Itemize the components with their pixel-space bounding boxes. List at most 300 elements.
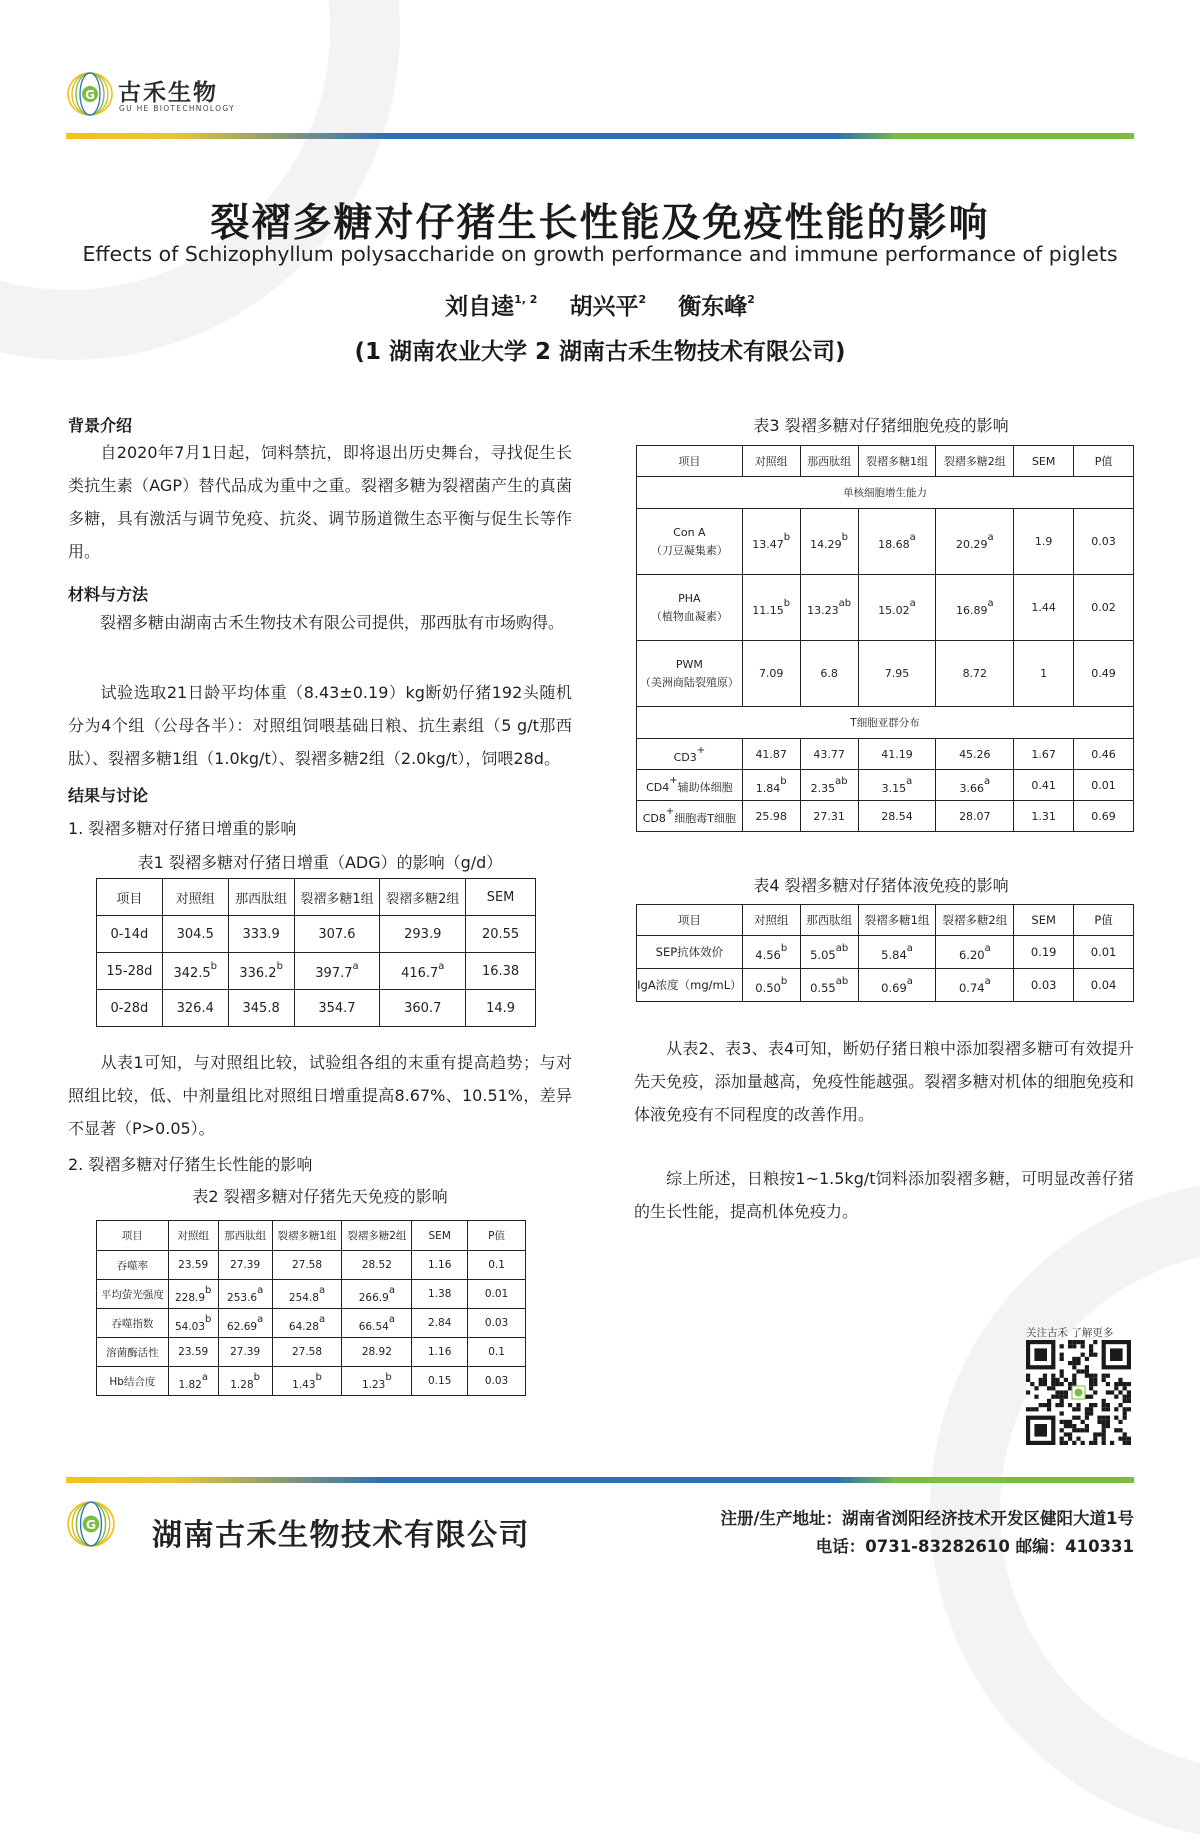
significance-mark: b (780, 775, 787, 787)
cell-value: IgA浓度（mg/mL） (637, 978, 742, 992)
table-row (637, 770, 1134, 801)
table-cell (1014, 801, 1074, 832)
brand-name-en: GU HE BIOTECHNOLOGY (119, 104, 235, 113)
conclusion-paragraph: 综上所述，日粮按1~1.5kg/t饲料添加裂褶多糖，可明显改善仔猪的生长性能，提高机体免疫力。 (634, 1169, 1134, 1221)
column-header: 对照组 (168, 1221, 218, 1251)
cell-value: 28.54 (881, 809, 913, 823)
table-cell (742, 641, 800, 707)
author-list (0, 288, 1200, 321)
significance-mark: b (315, 1371, 322, 1383)
cell-value: 0.1 (488, 1346, 505, 1358)
significance-mark: + (696, 744, 706, 756)
cell-value: 平均萤光强度 (100, 1288, 164, 1301)
table-cell (228, 916, 294, 953)
table-row (637, 739, 1134, 770)
significance-mark: a (987, 532, 994, 543)
cell-value: 1.16 (428, 1259, 452, 1271)
significance-mark: b (205, 1284, 212, 1296)
table-cell (272, 1309, 342, 1338)
cell-value: 吞噬率 (116, 1259, 149, 1272)
table-cell (466, 916, 536, 953)
cell-value: 0.69 (881, 980, 907, 995)
column-header: 裂褶多糖1组 (858, 446, 936, 477)
table-cell (342, 1251, 412, 1280)
table-row (97, 953, 536, 990)
table-cell (858, 641, 936, 707)
table-cell (342, 1367, 412, 1396)
table-cell (936, 936, 1014, 969)
table2-caption: 表2 裂褶多糖对仔猪先天免疫的影响 (192, 1187, 448, 1206)
table4-caption: 表4 裂褶多糖对仔猪体液免疫的影响 (753, 876, 1009, 895)
significance-mark: b (783, 598, 791, 609)
significance-mark: a (909, 598, 916, 609)
cell-suffix: 细胞毒T细胞 (674, 812, 736, 825)
table-cell (342, 1280, 412, 1309)
cell-value: 6.8 (820, 667, 838, 680)
cell-label: PHA (678, 591, 701, 605)
table-cell (97, 916, 163, 953)
cell-value: 254.8 (288, 1291, 319, 1304)
table4 (636, 904, 1134, 1002)
table-cell (468, 1338, 526, 1367)
column-header: P值 (1074, 905, 1134, 936)
column-header: 裂褶多糖1组 (858, 905, 936, 936)
table-cell (1014, 575, 1074, 641)
cell-value: 11.15 (752, 604, 784, 617)
footer-color-stripe (66, 1477, 1134, 1483)
affiliation: (1 湖南农业大学 2 湖南古禾生物技术有限公司) (354, 339, 846, 365)
methods-paragraph-2: 试验选取21日龄平均体重（8.43±0.19）kg断奶仔猪192头随机分为4个组（公母各半）：对照组饲喂基础日粮、抗生素组（5 g/t那西肽）、裂褶多糖1组（1.0kg/t）、裂褶多糖2组（2.0kg/t），饲喂28d。 (68, 683, 572, 768)
table-row (97, 1280, 526, 1309)
table-cell (218, 1280, 272, 1309)
cell-value: 54.03 (174, 1320, 206, 1333)
cell-label: Con A (673, 525, 706, 539)
cell-value: 1.23 (361, 1378, 386, 1391)
table-section-row (637, 707, 1134, 739)
table-cell (858, 969, 936, 1002)
cell-value: 345.8 (242, 1000, 280, 1016)
cell-value: 1.9 (1034, 535, 1053, 548)
cell-value: 0.03 (1030, 978, 1057, 992)
cell-value: 2.35 (810, 781, 836, 795)
significance-mark: a (318, 1284, 326, 1296)
table-cell (97, 953, 163, 990)
column-header: 项目 (97, 879, 163, 916)
table-cell (800, 575, 858, 641)
significance-mark: a (906, 975, 913, 987)
cell-value: 8.72 (962, 667, 988, 680)
page-subtitle: Effects of Schizophyllum polysaccharide on growth performance and immune performance of piglets (82, 242, 1118, 266)
cell-value: 1.38 (428, 1288, 452, 1300)
methods-heading: 材料与方法 (68, 585, 149, 604)
table-cell (858, 936, 936, 969)
table-cell (218, 1338, 272, 1367)
table-cell (742, 575, 800, 641)
cell-value: 0.03 (1091, 535, 1116, 548)
cell-value: 397.7 (315, 966, 353, 981)
table-row (637, 936, 1134, 969)
cell-value: 304.5 (176, 926, 214, 942)
table-cell (272, 1251, 342, 1280)
table-row (97, 1367, 526, 1396)
column-header: 裂褶多糖1组 (294, 879, 380, 916)
cell-value: 6.20 (958, 947, 985, 962)
significance-mark: a (257, 1284, 264, 1296)
cell-value: 2.84 (428, 1317, 452, 1329)
cell-value: 5.84 (881, 947, 907, 962)
table-cell (858, 801, 936, 832)
cell-value: 0.01 (1090, 945, 1117, 959)
table-cell (858, 509, 936, 575)
table-cell (162, 953, 228, 990)
cell-value: 0.49 (1091, 667, 1116, 680)
cell-value: 43.77 (813, 747, 845, 761)
cell-value: Hb结合度 (109, 1375, 156, 1388)
author-affiliation-mark: 2 (747, 293, 755, 306)
table-cell (380, 953, 466, 990)
cell-value: 3.66 (959, 781, 984, 795)
table-row (637, 575, 1134, 641)
table3-caption: 表3 裂褶多糖对仔猪细胞免疫的影响 (753, 416, 1009, 435)
cell-value: 0-28d (110, 1000, 149, 1016)
cell-value: 14.29 (810, 538, 842, 551)
column-header: 对照组 (742, 446, 800, 477)
cell-value: 15-28d (106, 963, 153, 979)
column-header: 裂褶多糖2组 (936, 905, 1014, 936)
column-header: 对照组 (742, 905, 800, 936)
table-cell (1074, 936, 1134, 969)
table-cell (168, 1367, 218, 1396)
cell-value: 0.69 (1091, 809, 1116, 823)
column-header: 那西肽组 (800, 446, 858, 477)
cell-value: 307.6 (318, 926, 356, 942)
cell-value: 25.98 (755, 809, 787, 823)
table-cell (1074, 641, 1134, 707)
cell-value: 0.01 (484, 1288, 509, 1300)
section-1-heading: 1. 裂褶多糖对仔猪日增重的影响 (68, 819, 297, 838)
significance-mark: b (276, 961, 283, 972)
table-cell (97, 1309, 169, 1338)
table-cell (468, 1251, 526, 1280)
background-paragraph: 自2020年7月1日起，饲料禁抗，即将退出历史舞台，寻找促生长类抗生素（AGP）替代品成为重中之重。裂褶多糖为裂褶菌产生的真菌多糖，具有激活与调节免疫、抗炎、调节肠道微生态平衡与促生长等作用。 (68, 443, 572, 561)
author-name: 胡兴平 (569, 294, 639, 320)
significance-mark: b (210, 961, 218, 972)
significance-mark: b (205, 1313, 212, 1325)
table-cell (1074, 801, 1134, 832)
table-cell (168, 1309, 218, 1338)
significance-mark: ab (835, 975, 849, 987)
column-header: SEM (1014, 905, 1074, 936)
significance-mark: a (388, 1284, 395, 1296)
table-cell (742, 770, 800, 801)
cell-value: 1.44 (1031, 601, 1056, 614)
table-cell (936, 770, 1014, 801)
cell-sublabel: （植物血凝素） (650, 609, 728, 623)
table-row (637, 641, 1134, 707)
cell-value: 62.69 (227, 1320, 258, 1333)
cell-value: 5.05 (810, 947, 836, 962)
brand-name-cn: 古禾生物 (118, 80, 218, 106)
cell-sublabel: （刀豆凝集素） (650, 543, 728, 557)
table-cell (1074, 575, 1134, 641)
column-header: 裂褶多糖1组 (272, 1221, 342, 1251)
cell-value: 27.31 (813, 809, 845, 823)
table-cell (800, 969, 858, 1002)
table-cell (228, 953, 294, 990)
results-heading: 结果与讨论 (68, 786, 149, 805)
table-cell (412, 1367, 468, 1396)
cell-value: 360.7 (404, 1000, 442, 1016)
column-header: 对照组 (162, 879, 228, 916)
table-cell (742, 936, 800, 969)
cell-value: 66.54 (358, 1320, 389, 1333)
cell-value: 41.19 (881, 747, 913, 761)
section-2-heading: 2. 裂褶多糖对仔猪生长性能的影响 (68, 1155, 313, 1174)
table-cell (466, 953, 536, 990)
cell-value: 15.02 (878, 604, 910, 617)
cell-value: 13.47 (752, 538, 784, 551)
table-cell (637, 969, 743, 1002)
table-cell (342, 1309, 412, 1338)
cell-value: 23.59 (178, 1346, 209, 1358)
cell-value: 253.6 (227, 1291, 258, 1304)
column-header: 项目 (637, 446, 743, 477)
column-header: 裂褶多糖2组 (342, 1221, 412, 1251)
svg-text:G: G (85, 1517, 97, 1533)
table-cell (637, 936, 743, 969)
table-cell (466, 990, 536, 1027)
cell-value: 20.29 (956, 538, 988, 551)
table-cell (412, 1309, 468, 1338)
cell-value: 354.7 (318, 1000, 356, 1016)
cell-value: 28.52 (361, 1259, 392, 1271)
cell-value: 0.01 (1091, 778, 1116, 792)
methods-paragraph-1: 裂褶多糖由湖南古禾生物技术有限公司提供，那西肽有市场购得。 (100, 613, 565, 632)
table-cell (1014, 641, 1074, 707)
table-cell (1014, 739, 1074, 770)
cell-value: 28.07 (959, 809, 991, 823)
table-cell (162, 916, 228, 953)
cell-value: 16.89 (956, 604, 988, 617)
cell-value: 0.03 (484, 1317, 509, 1329)
table-cell (97, 1280, 169, 1309)
significance-mark: a (909, 532, 916, 543)
cell-value: 333.9 (242, 926, 280, 942)
significance-mark: a (906, 775, 913, 787)
table-row (97, 1338, 526, 1367)
cell-value: 1.16 (428, 1346, 452, 1358)
cell-value: 228.9 (174, 1291, 206, 1304)
table-cell (228, 990, 294, 1027)
cell-value: 23.59 (178, 1259, 209, 1271)
cell-value: 336.2 (239, 966, 277, 981)
significance-mark: a (352, 961, 359, 972)
table-cell (272, 1280, 342, 1309)
cell-value: 0.15 (428, 1375, 452, 1387)
cell-value: 1 (1040, 667, 1048, 680)
svg-text:G: G (85, 88, 95, 102)
column-header: 那西肽组 (228, 879, 294, 916)
table-cell (742, 509, 800, 575)
cell-suffix: 辅助体细胞 (677, 781, 733, 794)
table-cell (858, 739, 936, 770)
cell-value: 0.55 (810, 980, 836, 995)
cell-value: 0.50 (755, 980, 781, 995)
cell-value: 0-14d (110, 926, 149, 942)
guhe-logo-icon (66, 70, 114, 118)
table-section-label: 单核细胞增生能力 (637, 477, 1134, 509)
author-name: 衡东峰 (678, 294, 748, 320)
table-cell (936, 739, 1014, 770)
significance-mark: a (984, 942, 991, 954)
table-cell (412, 1338, 468, 1367)
cell-value: 0.74 (958, 980, 985, 995)
table-cell (1074, 739, 1134, 770)
column-header: SEM (466, 879, 536, 916)
cell-sublabel: （美洲商陆裂殖原） (639, 675, 739, 689)
table-cell (342, 1338, 412, 1367)
table-cell (742, 969, 800, 1002)
table-cell (412, 1251, 468, 1280)
author-affiliation-mark: 2 (638, 293, 647, 306)
significance-mark: a (318, 1313, 326, 1325)
significance-mark: a (388, 1313, 395, 1325)
table-cell (468, 1367, 526, 1396)
table-cell (936, 969, 1014, 1002)
page-title: 裂褶多糖对仔猪生长性能及免疫性能的影响 (210, 201, 990, 246)
table-cell (218, 1309, 272, 1338)
significance-mark: b (780, 975, 788, 987)
significance-mark: b (385, 1371, 392, 1383)
significance-mark: b (783, 532, 791, 543)
table1 (96, 878, 536, 1027)
table-cell (168, 1338, 218, 1367)
qr-caption: 关注古禾 了解更多 (1026, 1327, 1114, 1339)
column-header: 那西肽组 (800, 905, 858, 936)
cell-value: 溶菌酶活性 (106, 1346, 159, 1359)
table-cell (936, 575, 1014, 641)
table-cell (637, 575, 743, 641)
guhe-logo-icon (66, 1499, 116, 1549)
cell-value: 1.84 (755, 781, 781, 795)
significance-mark: a (438, 961, 445, 972)
table-cell (800, 770, 858, 801)
significance-mark: ab (835, 942, 849, 954)
cell-value: 18.68 (878, 538, 910, 551)
cell-value: 1.67 (1031, 747, 1056, 761)
cell-label: PWM (675, 657, 703, 671)
cell-value: 27.39 (230, 1259, 261, 1271)
table-cell (218, 1251, 272, 1280)
cell-value: 4.56 (755, 947, 781, 962)
cell-value: 0.41 (1031, 778, 1056, 792)
qr-code-icon[interactable] (1026, 1340, 1131, 1445)
cell-value: 326.4 (176, 1000, 214, 1016)
cell-value: 吞噬指数 (111, 1317, 154, 1330)
column-header: 项目 (637, 905, 743, 936)
cell-value: CD4 (646, 781, 670, 794)
cell-value: 16.38 (481, 963, 520, 979)
table-cell (168, 1280, 218, 1309)
table-cell (800, 509, 858, 575)
cell-value: 27.58 (291, 1346, 323, 1358)
footer-contact: 电话：0731-83282610 邮编：410331 (815, 1537, 1134, 1556)
table-section-label: T细胞亚群分布 (637, 707, 1134, 739)
table-row (637, 969, 1134, 1002)
table-section-row (637, 477, 1134, 509)
cell-value: 0.04 (1090, 978, 1117, 992)
table-cell (1014, 509, 1074, 575)
cell-value: 13.23 (807, 604, 839, 617)
table-cell (294, 990, 380, 1027)
table-cell (1074, 509, 1134, 575)
cell-value: CD8 (642, 812, 666, 825)
table-cell (800, 641, 858, 707)
cell-value: 342.5 (173, 966, 211, 981)
table-cell (936, 509, 1014, 575)
table-cell (742, 801, 800, 832)
table-cell (97, 1251, 169, 1280)
table1-caption: 表1 裂褶多糖对仔猪日增重（ADG）的影响（g/d） (137, 853, 503, 872)
cell-value: 293.9 (404, 926, 442, 942)
table-cell (1014, 969, 1074, 1002)
table-cell (858, 575, 936, 641)
table-cell (637, 509, 743, 575)
significance-mark: b (780, 942, 788, 954)
author-affiliation-mark: 1, 2 (514, 293, 538, 306)
cell-value: 1.82 (178, 1378, 202, 1391)
cell-value: 14.9 (486, 1000, 516, 1016)
column-header: 裂褶多糖2组 (380, 879, 466, 916)
table-cell (468, 1309, 526, 1338)
column-header: 裂褶多糖2组 (936, 446, 1014, 477)
significance-mark: b (841, 532, 849, 543)
table-cell (218, 1367, 272, 1396)
column-header: P值 (468, 1221, 526, 1251)
significance-mark: a (987, 598, 994, 609)
cell-value: 416.7 (401, 966, 439, 981)
significance-mark: ab (838, 598, 852, 609)
cell-value: 266.9 (358, 1291, 389, 1304)
table-cell (1074, 969, 1134, 1002)
table-cell (637, 801, 743, 832)
significance-mark: a (984, 775, 991, 787)
cell-value: 27.39 (230, 1346, 261, 1358)
table-cell (294, 916, 380, 953)
background-heading: 背景介绍 (68, 416, 133, 435)
cell-value: 64.28 (288, 1320, 319, 1333)
cell-value: 0.46 (1091, 747, 1116, 761)
significance-mark: a (257, 1313, 264, 1325)
significance-mark: + (669, 775, 678, 786)
table-cell (468, 1280, 526, 1309)
cell-value: 0.19 (1030, 945, 1057, 959)
table-row (637, 509, 1134, 575)
table-cell (162, 990, 228, 1027)
column-header: SEM (1014, 446, 1074, 477)
table-cell (1014, 770, 1074, 801)
table-cell (858, 770, 936, 801)
cell-value: SEP抗体效价 (655, 945, 724, 959)
cell-value: 1.28 (230, 1378, 254, 1391)
table-cell (294, 953, 380, 990)
table-cell (97, 1338, 169, 1367)
cell-value: CD3 (673, 750, 697, 764)
discussion-1-paragraph: 从表1可知，与对照组比较，试验组各组的末重有提高趋势；与对照组比较，低、中剂量组比对照组日增重提高8.67%、10.51%，差异不显著（P>0.05）。 (68, 1053, 572, 1138)
significance-mark: + (665, 806, 675, 817)
table-cell (800, 801, 858, 832)
column-header: SEM (412, 1221, 468, 1251)
